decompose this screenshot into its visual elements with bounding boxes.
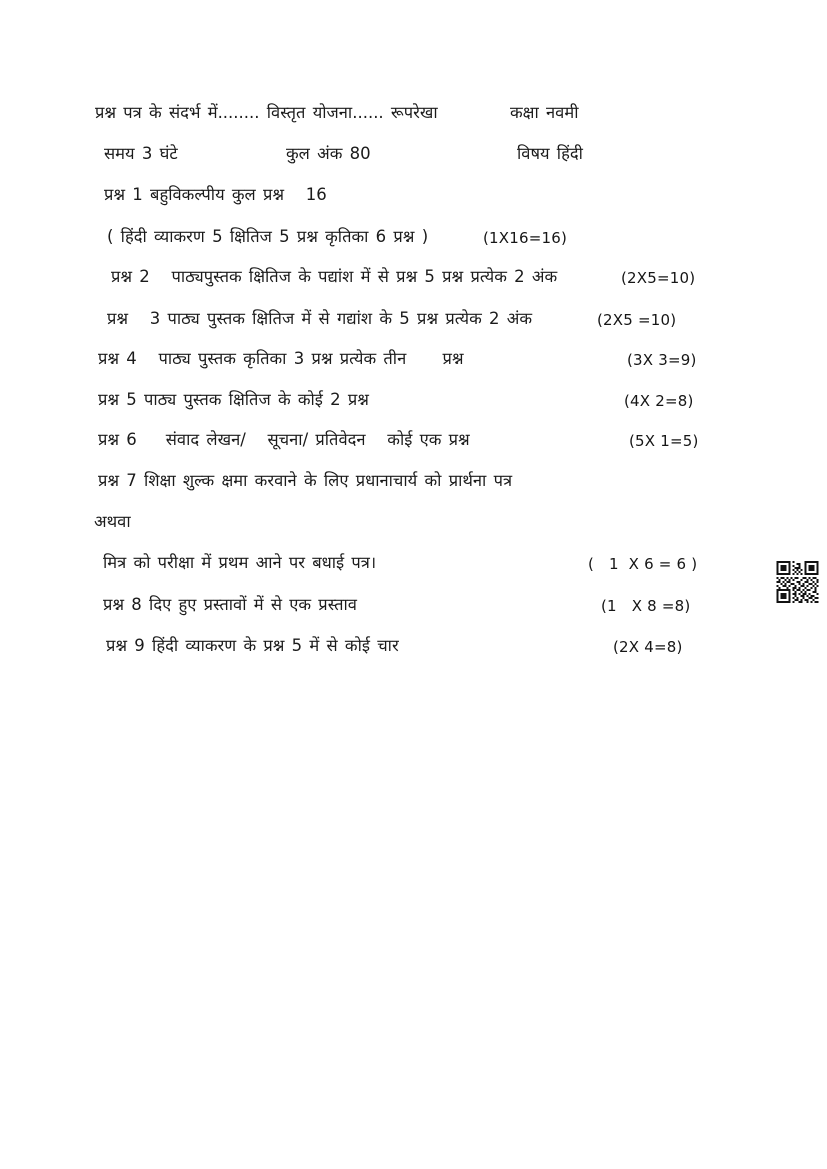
question-4-line: प्रश्न 4 पाठ्य पुस्तक कृतिका 3 प्रश्न प्रत्येक तीन प्रश्न: [98, 349, 464, 368]
question-7-line: प्रश्न 7 शिक्षा शुल्क क्षमा करवाने के लिए प्रधानाचार्य को प्रार्थना पत्र: [98, 471, 513, 490]
question-7-alt-marks: ( 1 X 6 = 6 ): [588, 555, 698, 573]
or-divider-label: अथवा: [94, 512, 131, 531]
question-1-marks: (1X16=16): [483, 229, 568, 247]
question-2-line: प्रश्न 2 पाठ्यपुस्तक क्षितिज के पद्यांश में से प्रश्न 5 प्रश्न प्रत्येक 2 अंक: [111, 267, 558, 286]
subject-label: विषय हिंदी: [517, 144, 583, 163]
question-6-line: प्रश्न 6 संवाद लेखन/ सूचना/ प्रतिवेदन कोई एक प्रश्न: [98, 430, 470, 449]
time-label: समय 3 घंटे: [104, 144, 178, 163]
question-7-alt-line: मित्र को परीक्षा में प्रथम आने पर बधाई पत्र।: [103, 553, 377, 572]
class-label: कक्षा नवमी: [510, 103, 579, 122]
question-2-marks: (2X5=10): [621, 269, 696, 287]
question-3-line: प्रश्न 3 पाठ्य पुस्तक क्षितिज में से गद्यांश के 5 प्रश्न प्रत्येक 2 अंक: [107, 309, 533, 328]
question-6-marks: (5X 1=5): [629, 432, 699, 450]
question-4-marks: (3X 3=9): [627, 351, 697, 369]
question-1-line: प्रश्न 1 बहुविकल्पीय कुल प्रश्न 16: [104, 185, 327, 204]
page-title: प्रश्न पत्र के संदर्भ में........ विस्तृत योजना...... रूपरेखा: [95, 103, 438, 122]
question-1-detail: ( हिंदी व्याकरण 5 क्षितिज 5 प्रश्न कृतिका 6 प्रश्न ): [107, 227, 429, 246]
total-marks-label: कुल अंक 80: [286, 144, 371, 163]
question-3-marks: (2X5 =10): [597, 311, 677, 329]
question-9-line: प्रश्न 9 हिंदी व्याकरण के प्रश्न 5 में से कोई चार: [106, 636, 399, 655]
question-8-marks: (1 X 8 =8): [601, 597, 691, 615]
question-9-marks: (2X 4=8): [613, 638, 683, 656]
qr-code-icon: [775, 561, 820, 603]
question-8-line: प्रश्न 8 दिए हुए प्रस्तावों में से एक प्रस्ताव: [103, 595, 357, 614]
question-5-line: प्रश्न 5 पाठ्य पुस्तक क्षितिज के कोई 2 प्रश्न: [98, 390, 369, 409]
question-5-marks: (4X 2=8): [624, 392, 694, 410]
